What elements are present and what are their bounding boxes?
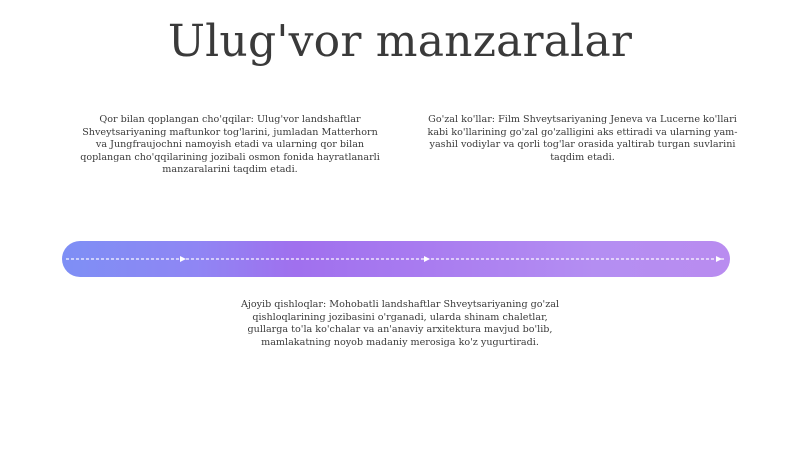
slide-title: Ulug'vor manzaralar (167, 16, 633, 67)
arrow-icon (424, 256, 430, 262)
arrow-icon (716, 256, 722, 262)
timeline-item-text-1: Qor bilan qoplangan cho'qqilar: Ulug'vor landshaftlar Shveytsariyaning maftunkor tog'larini, jumladan Matterhorn va Jungfraujochni namoyish etadi va ularning qor bilan qoplangan cho'qqilarining jozibali osmon fonida hayratlanarli manzaralarini taqdim etadi. (80, 114, 380, 176)
arrow-icon (180, 256, 186, 262)
timeline-item-text-3: Ajoyib qishloqlar: Mohobatli landshaftlar Shveytsariyaning go'zal qishloqlarining jozibasini o'rganadi, ularda shinam chaletlar, gullarga to'la ko'chalar va an'anaviy arxitektura mavjud bo'lib, mamlakatning noyob madaniy merosiga ko'z yugurtiradi. (240, 299, 560, 348)
timeline-item-text-2: Go'zal ko'llar: Film Shveytsariyaning Jeneva va Lucerne ko'llari kabi ko'llarining go'zal go'zalligini aks ettiradi va ularning yam-yashil vodiylar va qorli tog'lar orasida yaltirab turgan suvlarini taqdim etadi. (427, 114, 738, 163)
timeline-arrows (62, 241, 730, 277)
